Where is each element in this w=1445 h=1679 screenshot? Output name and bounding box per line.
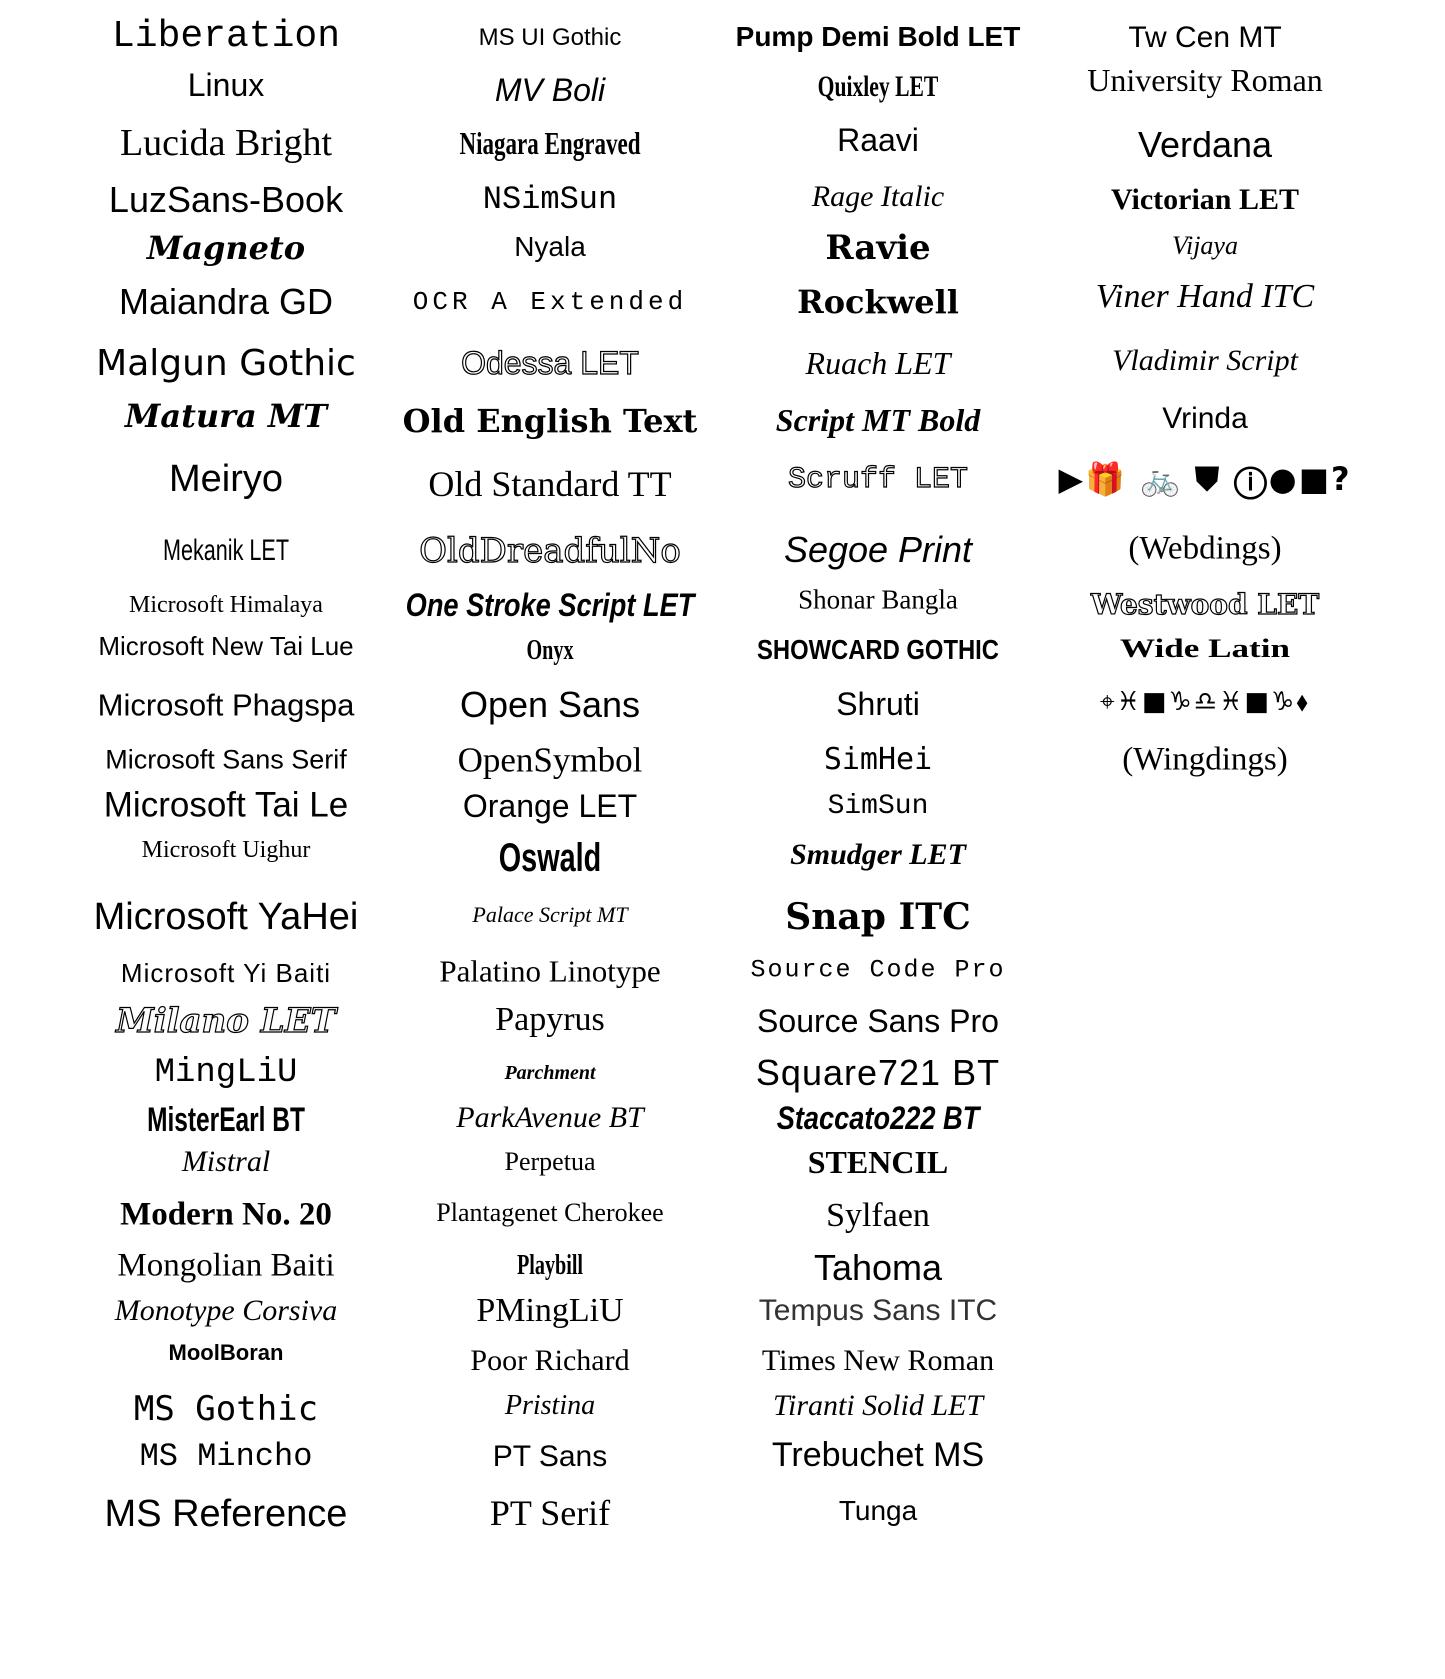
font-column-1 xyxy=(56,0,396,1679)
font-sample: LuzSans-Book xyxy=(108,179,344,220)
font-sample: Sylfaen xyxy=(826,1197,930,1234)
font-sample: MoolBoran xyxy=(168,1340,284,1365)
font-sample: University Roman xyxy=(1087,62,1323,98)
font-sample: Microsoft New Tai Lue xyxy=(98,631,354,661)
font-sample: Mistral xyxy=(181,1145,271,1178)
font-sample: Script MT Bold xyxy=(775,402,981,438)
font-sample: Palatino Linotype xyxy=(439,953,661,989)
font-sample: Matura MT xyxy=(124,397,328,435)
font-sample: Shruti xyxy=(836,686,920,722)
font-sample: Trebuchet MS xyxy=(771,1436,985,1474)
font-sample: Tw Cen MT xyxy=(1128,21,1282,54)
font-sample: MS Mincho xyxy=(139,1438,313,1475)
font-sample: Milano LET xyxy=(116,1001,336,1041)
font-sample: Palace Script MT xyxy=(472,902,628,927)
font-sample: Lucida Bright xyxy=(119,122,333,164)
font-sample: SHOWCARD GOTHIC xyxy=(757,634,999,665)
font-sample: One Stroke Script LET xyxy=(405,587,695,623)
font-sample: Papyrus xyxy=(495,1001,605,1038)
font-column-4 xyxy=(1035,0,1375,1679)
font-sample: Microsoft Uighur xyxy=(141,837,311,863)
font-sample: Microsoft YaHei xyxy=(93,896,359,938)
font-sample: ParkAvenue BT xyxy=(456,1101,644,1134)
font-sample: PT Sans xyxy=(492,1440,608,1473)
font-sample: Mongolian Baiti xyxy=(117,1247,335,1284)
font-sample: Square721 BT xyxy=(755,1052,1001,1093)
font-sample: Rage Italic xyxy=(811,180,945,213)
font-sample: MingLiU xyxy=(154,1054,298,1092)
font-sample: Nyala xyxy=(514,231,586,262)
font-sample: Open Sans xyxy=(459,684,641,725)
font-sample: Monotype Corsiva xyxy=(114,1294,338,1327)
font-sample: NSimSun xyxy=(482,181,618,218)
font-sample: Verdana xyxy=(1137,124,1273,165)
font-sample: Victorian LET xyxy=(1110,183,1300,216)
font-sample: (Webdings) xyxy=(1128,530,1282,567)
font-sample: Viner Hand ITC xyxy=(1095,278,1315,315)
font-sample: Tempus Sans ITC xyxy=(758,1294,998,1327)
font-sample: Linux xyxy=(187,67,265,103)
font-sample: Tunga xyxy=(838,1495,918,1526)
font-column-2 xyxy=(380,0,720,1679)
font-sample: STENCIL xyxy=(807,1144,949,1180)
wingdings-sample: ⌖♓■♑♎♓■♑⬧ xyxy=(1099,687,1310,717)
font-sample: SimHei xyxy=(823,742,933,777)
font-sample: Quixley LET xyxy=(817,70,939,103)
font-sample: Mekanik LET xyxy=(162,534,290,567)
font-sample: PT Serif xyxy=(489,1493,611,1533)
font-sample: Odessa LET xyxy=(461,345,639,381)
font-sample: Onyx xyxy=(526,635,574,666)
font-sample: (Wingdings) xyxy=(1122,741,1288,778)
font-sample: OpenSymbol xyxy=(457,740,643,780)
font-sample: Westwood LET xyxy=(1090,588,1320,621)
font-sample: SimSun xyxy=(827,791,929,822)
font-sample: Parchment xyxy=(504,1062,596,1084)
font-sample: Microsoft Phagspa xyxy=(97,687,355,723)
font-sample: Tiranti Solid LET xyxy=(772,1389,984,1422)
font-sample: Pristina xyxy=(504,1390,596,1421)
font-sample: Meiryo xyxy=(168,458,284,500)
font-sample: Smudger LET xyxy=(790,838,966,871)
font-sample: Playbill xyxy=(516,1250,584,1281)
font-sample: Magneto xyxy=(146,229,306,267)
font-sample: Maiandra GD xyxy=(118,281,334,322)
font-sample: Malgun Gothic xyxy=(96,343,356,384)
font-sample: Staccato222 BT xyxy=(776,1100,980,1136)
font-sample: OCR A Extended xyxy=(412,287,688,317)
font-sample: Old Standard TT xyxy=(428,464,672,504)
font-sample: OldDreadfulNo xyxy=(419,531,681,571)
font-sample: Modern No. 20 xyxy=(120,1196,332,1233)
font-sample: Rockwell xyxy=(797,283,959,321)
font-sample: Pump Demi Bold LET xyxy=(735,21,1021,52)
font-sample: Microsoft Sans Serif xyxy=(105,744,347,775)
font-sample: Vladimir Script xyxy=(1112,344,1298,377)
font-sample: Poor Richard xyxy=(470,1344,630,1377)
font-sample: Microsoft Himalaya xyxy=(129,592,323,618)
font-sample: Raavi xyxy=(837,122,919,158)
font-sample: Ravie xyxy=(825,228,931,268)
font-sample: Old English Text xyxy=(402,402,698,440)
font-sample: Liberation xyxy=(111,15,341,58)
webdings-sample: ▶🎁 🚲 ⛊ ⓘ●■? xyxy=(1058,460,1352,498)
font-sample: MS UI Gothic xyxy=(478,24,622,51)
font-sample: Plantagenet Cherokee xyxy=(436,1198,664,1227)
font-sample: Vijaya xyxy=(1172,231,1238,260)
font-sample: Orange LET xyxy=(462,788,638,824)
font-sample: Segoe Print xyxy=(783,529,973,570)
font-sample: Perpetua xyxy=(504,1147,596,1176)
font-sample: Microsoft Tai Le xyxy=(103,785,349,825)
font-sample: Shonar Bangla xyxy=(798,584,958,615)
font-sample: Wide Latin xyxy=(1119,634,1291,663)
font-sample: MV Boli xyxy=(494,72,606,108)
font-sample: MS Gothic xyxy=(133,1389,319,1429)
font-sample: Microsoft Yi Baiti xyxy=(120,958,332,988)
font-sample: Oswald xyxy=(498,836,602,880)
font-sample: Scruff LET xyxy=(787,463,969,497)
font-sample: MS Reference xyxy=(104,1493,348,1535)
font-sample: Source Code Pro xyxy=(750,955,1006,985)
font-sample: Source Sans Pro xyxy=(757,1003,999,1039)
font-sample: Tahoma xyxy=(813,1247,943,1288)
font-column-3 xyxy=(708,0,1048,1679)
font-sample: Snap ITC xyxy=(785,896,971,938)
font-sample: Niagara Engraved xyxy=(459,125,641,161)
font-sample: Times New Roman xyxy=(761,1344,995,1377)
font-sample: Ruach LET xyxy=(805,345,951,381)
font-sample: Vrinda xyxy=(1162,402,1248,435)
font-sample: PMingLiU xyxy=(476,1292,624,1329)
font-sample: MisterEarl BT xyxy=(147,1101,305,1139)
